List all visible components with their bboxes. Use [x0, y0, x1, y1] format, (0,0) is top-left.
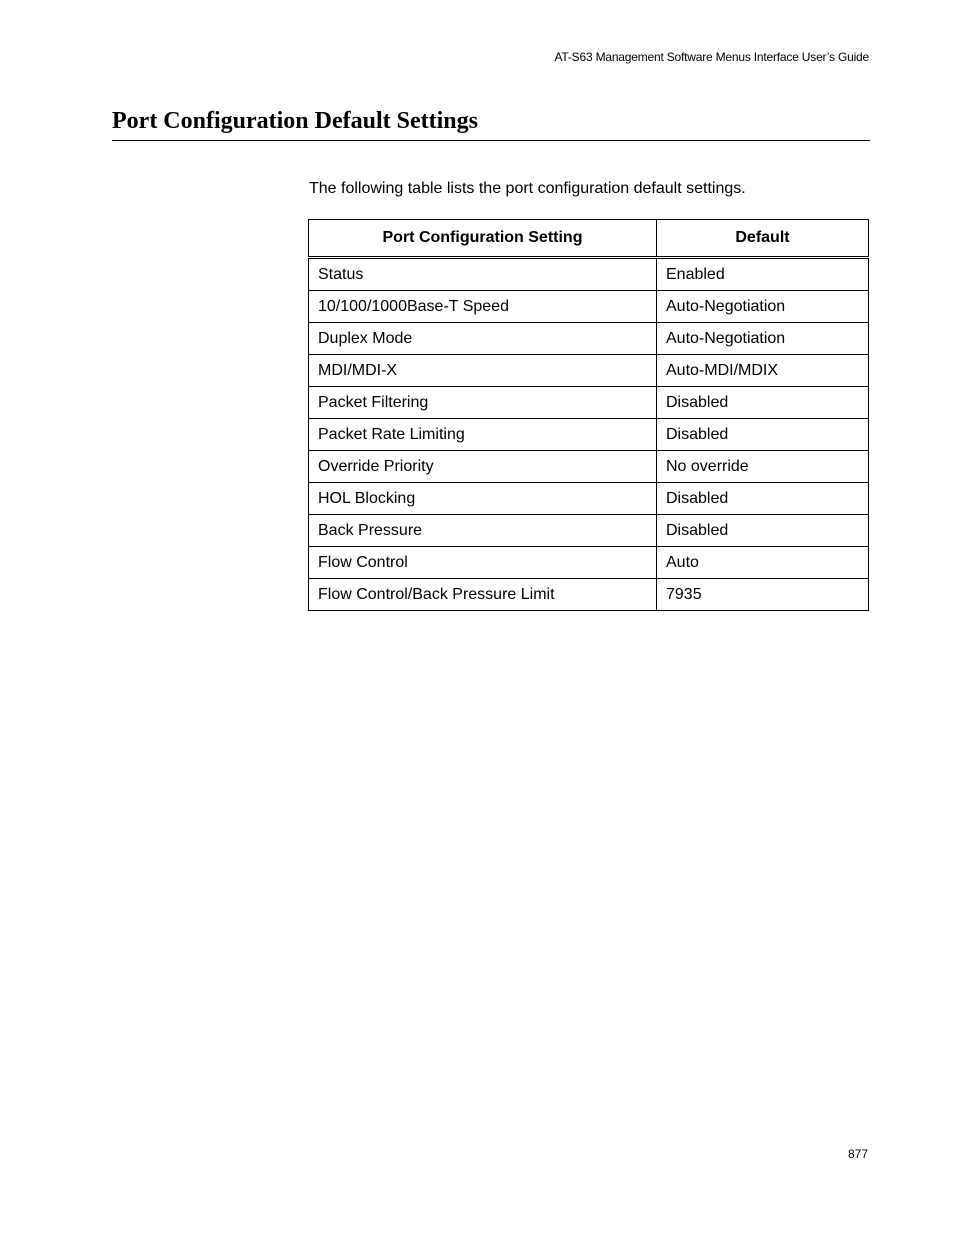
default-cell: No override — [657, 451, 869, 483]
table-row — [309, 483, 869, 515]
default-cell: Auto-MDI/MDIX — [657, 355, 869, 387]
column-header-setting: Port Configuration Setting — [309, 220, 657, 258]
default-cell: Disabled — [657, 419, 869, 451]
default-cell: Auto-Negotiation — [657, 291, 869, 323]
default-cell: Enabled — [657, 258, 869, 291]
setting-cell: MDI/MDI-X — [309, 355, 657, 387]
table-row — [309, 547, 869, 579]
page-number: 877 — [847, 1147, 868, 1161]
setting-cell: Duplex Mode — [309, 323, 657, 355]
table-row — [309, 419, 869, 451]
table-header-row — [309, 220, 869, 258]
running-header: AT-S63 Management Software Menus Interface User’s Guide — [554, 50, 869, 64]
table-row — [309, 355, 869, 387]
table-row — [309, 515, 869, 547]
default-cell: Disabled — [657, 515, 869, 547]
intro-paragraph: The following table lists the port configuration default settings. — [309, 180, 746, 197]
setting-cell: Packet Rate Limiting — [309, 419, 657, 451]
table-row — [309, 579, 869, 611]
setting-cell: Packet Filtering — [309, 387, 657, 419]
default-cell: Disabled — [657, 387, 869, 419]
table-row — [309, 387, 869, 419]
setting-cell: Status — [309, 258, 657, 291]
default-cell: Auto — [657, 547, 869, 579]
default-cell: 7935 — [657, 579, 869, 611]
title-rule — [112, 140, 870, 141]
table-row — [309, 291, 869, 323]
setting-cell: Flow Control — [309, 547, 657, 579]
section-title: Port Configuration Default Settings — [112, 108, 478, 134]
setting-cell: Flow Control/Back Pressure Limit — [309, 579, 657, 611]
table-row — [309, 451, 869, 483]
port-config-defaults-table — [308, 219, 869, 611]
default-cell: Auto-Negotiation — [657, 323, 869, 355]
default-cell: Disabled — [657, 483, 869, 515]
setting-cell: Override Priority — [309, 451, 657, 483]
column-header-default: Default — [657, 220, 869, 258]
setting-cell: 10/100/1000Base-T Speed — [309, 291, 657, 323]
setting-cell: Back Pressure — [309, 515, 657, 547]
table-row — [309, 258, 869, 291]
setting-cell: HOL Blocking — [309, 483, 657, 515]
table-row — [309, 323, 869, 355]
